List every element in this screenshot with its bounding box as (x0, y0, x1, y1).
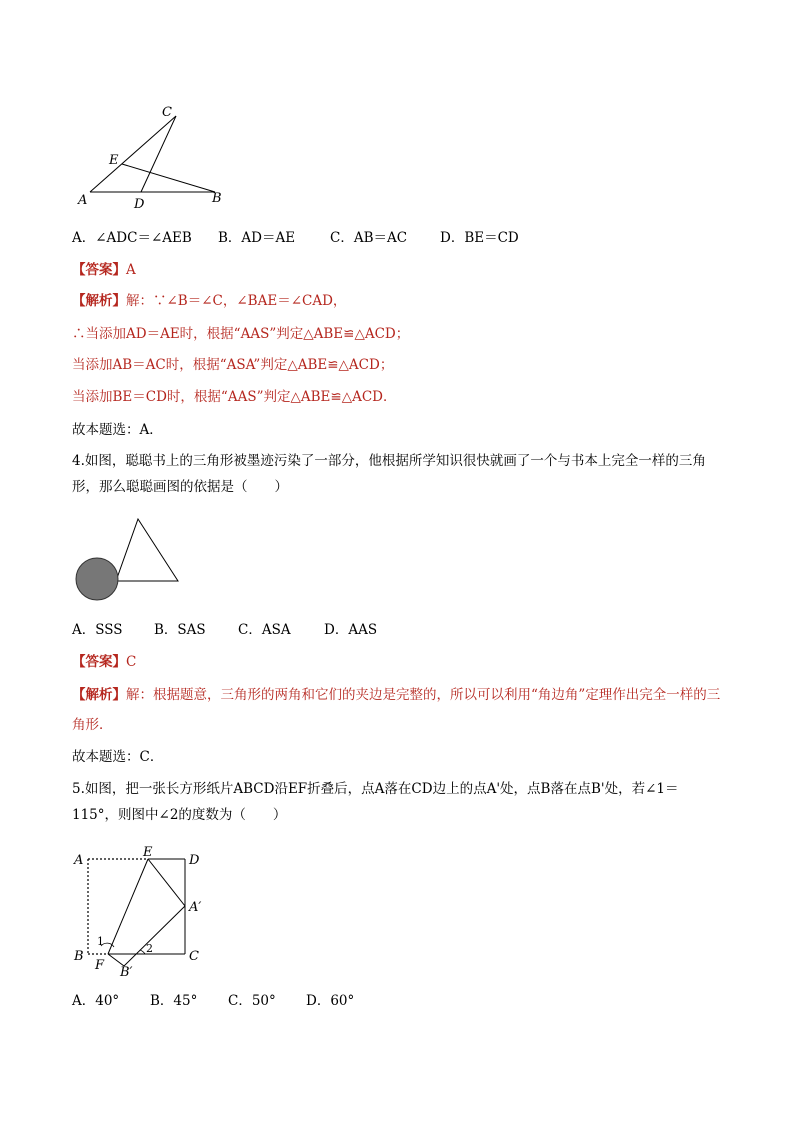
q3-option-a: A．∠ADC＝∠AEB (72, 230, 192, 246)
q3-options (72, 229, 519, 247)
q3-analysis-line-2: ∴当添加AD＝AE时，根据“AAS”判定△ABE≌△ACD； (72, 326, 410, 342)
q3-analysis-line-3: 当添加AB＝AC时，根据“ASA”判定△ABE≌△ACD； (72, 357, 394, 373)
q3-analysis-line-4: 当添加BE＝CD时，根据“AAS”判定△ABE≌△ACD． (72, 389, 397, 405)
analysis-text: 解：∵∠B＝∠C，∠BAE＝∠CAD， (126, 293, 347, 309)
q5-option-a: A．40° (72, 993, 120, 1009)
ink-blot (76, 558, 118, 600)
analysis-tag: 【解析】 (72, 293, 126, 309)
q3-analysis-line-1 (72, 292, 346, 310)
triangle (116, 519, 178, 581)
segment-eb (122, 164, 215, 192)
segment-ac (90, 116, 176, 192)
label-a-prime: A′ (189, 900, 202, 915)
label-angle-2: 2 (146, 942, 153, 955)
q5-figure (70, 842, 210, 980)
q5-option-b: B．45° (150, 993, 198, 1009)
answer-value: C (126, 654, 137, 670)
q4-analysis (72, 680, 724, 740)
q4-conclusion: 故本题选：C． (72, 749, 164, 765)
answer-value: A (126, 262, 136, 278)
label-a: A (78, 193, 88, 208)
q4-options (72, 621, 377, 639)
q4-option-a: A．SSS (72, 622, 123, 638)
q3-figure (72, 100, 232, 212)
answer-tag: 【答案】 (72, 654, 126, 670)
q3-answer (72, 261, 136, 279)
q3-option-b: B．AD＝AE (218, 230, 296, 246)
label-angle-1: 1 (97, 935, 104, 948)
label-c: C (189, 949, 199, 964)
q4-option-d: D．AAS (324, 622, 378, 638)
q3-option-d: D．BE＝CD (440, 230, 519, 246)
fold-ef (108, 859, 148, 954)
answer-tag: 【答案】 (72, 262, 126, 278)
q5-options (72, 992, 354, 1010)
segment-cd (141, 116, 176, 192)
label-c: C (162, 105, 172, 120)
label-e: E (143, 845, 153, 860)
label-b: B (74, 949, 84, 964)
q4-figure (72, 515, 184, 605)
analysis-tag: 【解析】 (72, 687, 126, 703)
q5-option-d: D．60° (306, 993, 355, 1009)
q4-option-b: B．SAS (154, 622, 206, 638)
label-f: F (95, 958, 105, 973)
label-a: A (74, 853, 84, 868)
q3-conclusion: 故本题选：A． (72, 422, 163, 438)
edge-a-prime-b-prime (124, 906, 185, 966)
q4-option-c: C．ASA (238, 622, 291, 638)
q4-answer (72, 653, 136, 671)
label-b: B (212, 191, 222, 206)
label-b-prime: B′ (120, 965, 133, 980)
label-d: D (134, 197, 145, 212)
q3-option-c: C．AB＝AC (330, 230, 408, 246)
q5-question: 5.如图，把一张长方形纸片ABCD沿EF折叠后，点A落在CD边上的点A'处，点B落在点B'处，若∠1＝115°，则图中∠2的度数为（ ） (72, 781, 679, 823)
angle-2-arc (140, 950, 145, 954)
analysis-text: 解：根据题意，三角形的两角和它们的夹边是完整的，所以可以利用“角边角”定理作出完全一样的三角形． (72, 687, 721, 733)
edge-ea-prime (148, 859, 185, 906)
label-d: D (189, 853, 200, 868)
q4-question: 4.如图，聪聪书上的三角形被墨迹污染了一部分，他根据所学知识很快就画了一个与书本上完全一样的三角形，那么聪聪画图的依据是（ ） (72, 453, 706, 495)
label-e: E (109, 153, 119, 168)
q5-option-c: C．50° (228, 993, 276, 1009)
